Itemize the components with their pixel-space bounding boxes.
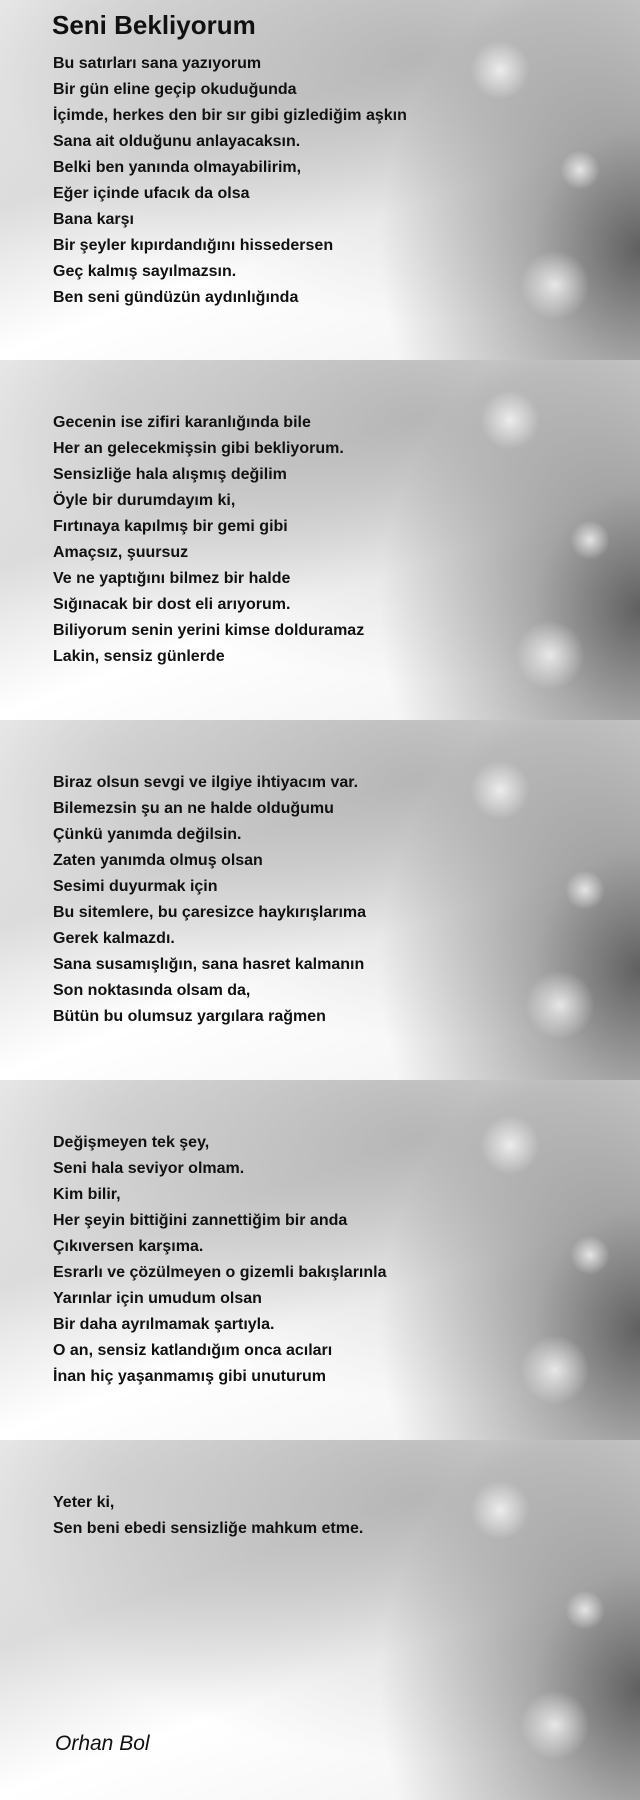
bokeh-light <box>570 1235 610 1275</box>
poem-line: Esrarlı ve çözülmeyen o gizemli bakışlarınla <box>53 1264 387 1281</box>
poem-line: Bu sitemlere, bu çaresizce haykırışlarıma <box>53 904 367 921</box>
poem-line: Öyle bir durumdayım ki, <box>53 492 236 509</box>
poem-line: İçimde, herkes den bir sır gibi gizlediğim aşkın <box>53 107 407 124</box>
poem-line: Biraz olsun sevgi ve ilgiye ihtiyacım var. <box>53 774 359 791</box>
poem-panel-4 <box>0 1080 640 1440</box>
poem-line: Bana karşı <box>53 211 134 228</box>
stanza-1 <box>53 51 407 311</box>
bokeh-light <box>480 1115 540 1175</box>
bokeh-light <box>480 390 540 450</box>
poem-line: Yeter ki, <box>53 1494 115 1511</box>
bokeh-light <box>520 1335 590 1405</box>
poem-line: Bir şeyler kıpırdandığını hissedersen <box>53 237 334 254</box>
poem-line: Sensizliğe hala alışmış değilim <box>53 466 287 483</box>
poem-line: Ve ne yaptığını bilmez bir halde <box>53 570 291 587</box>
poem-line: Yarınlar için umudum olsan <box>53 1290 262 1307</box>
poem-line: Sana susamışlığın, sana hasret kalmanın <box>53 956 365 973</box>
poem-line: Bilemezsin şu an ne halde olduğumu <box>53 800 334 817</box>
poem-line: Çıkıversen karşıma. <box>53 1238 204 1255</box>
poem-line: Ben seni gündüzün aydınlığında <box>53 289 299 306</box>
poem-line: Gerek kalmazdı. <box>53 930 175 947</box>
author-name: Orhan Bol <box>55 1732 150 1755</box>
poem-line: Bir daha ayrılmamak şartıyla. <box>53 1316 275 1333</box>
poem-line: Kim bilir, <box>53 1186 121 1203</box>
poem-line: Her an gelecekmişsin gibi bekliyorum. <box>53 440 344 457</box>
poem-line: Çünkü yanımda değilsin. <box>53 826 242 843</box>
bokeh-light <box>560 150 600 190</box>
poem-line: Fırtınaya kapılmış bir gemi gibi <box>53 518 288 535</box>
bokeh-light <box>570 520 610 560</box>
poem-line: Bütün bu olumsuz yargılara rağmen <box>53 1008 326 1025</box>
stanza-2 <box>53 410 364 670</box>
poem-line: Sesimi duyurmak için <box>53 878 218 895</box>
bokeh-light <box>520 1690 590 1760</box>
poem-line: O an, sensiz katlandığım onca acıları <box>53 1342 333 1359</box>
bokeh-light <box>470 760 530 820</box>
stanza-5 <box>53 1490 363 1542</box>
poem-line: Bir gün eline geçip okuduğunda <box>53 81 297 98</box>
bokeh-light <box>565 1590 605 1630</box>
poem-line: Geç kalmış sayılmazsın. <box>53 263 237 280</box>
poem-line: Belki ben yanında olmayabilirim, <box>53 159 302 176</box>
poem-line: Değişmeyen tek şey, <box>53 1134 210 1151</box>
poem-line: Gecenin ise zifiri karanlığında bile <box>53 414 311 431</box>
poem-panel-2 <box>0 360 640 720</box>
poem-line: Son noktasında olsam da, <box>53 982 251 999</box>
poem-line: Amaçsız, şuursuz <box>53 544 189 561</box>
bokeh-light <box>520 250 590 320</box>
poem-title: Seni Bekliyorum <box>52 10 256 40</box>
poem-line: Seni hala seviyor olmam. <box>53 1160 245 1177</box>
poem-line: İnan hiç yaşanmamış gibi unuturum <box>53 1368 326 1385</box>
poem-line: Sana ait olduğunu anlayacaksın. <box>53 133 301 150</box>
poem-panel-3 <box>0 720 640 1080</box>
poem-line: Lakin, sensiz günlerde <box>53 648 225 665</box>
poem-line: Biliyorum senin yerini kimse dolduramaz <box>53 622 365 639</box>
poem-panel-5 <box>0 1440 640 1800</box>
bokeh-light <box>525 970 595 1040</box>
bokeh-light <box>470 1480 530 1540</box>
poem-line: Bu satırları sana yazıyorum <box>53 55 262 72</box>
bokeh-light <box>515 620 585 690</box>
poem-line: Her şeyin bittiğini zannettiğim bir anda <box>53 1212 348 1229</box>
poem-panel-1 <box>0 0 640 360</box>
poem-line: Sen beni ebedi sensizliğe mahkum etme. <box>53 1520 364 1537</box>
stanza-4 <box>53 1130 386 1390</box>
bokeh-light <box>565 870 605 910</box>
poem-line: Zaten yanımda olmuş olsan <box>53 852 263 869</box>
stanza-3 <box>53 770 366 1030</box>
poem-line: Sığınacak bir dost eli arıyorum. <box>53 596 291 613</box>
bokeh-light <box>470 40 530 100</box>
poem-line: Eğer içinde ufacık da olsa <box>53 185 250 202</box>
